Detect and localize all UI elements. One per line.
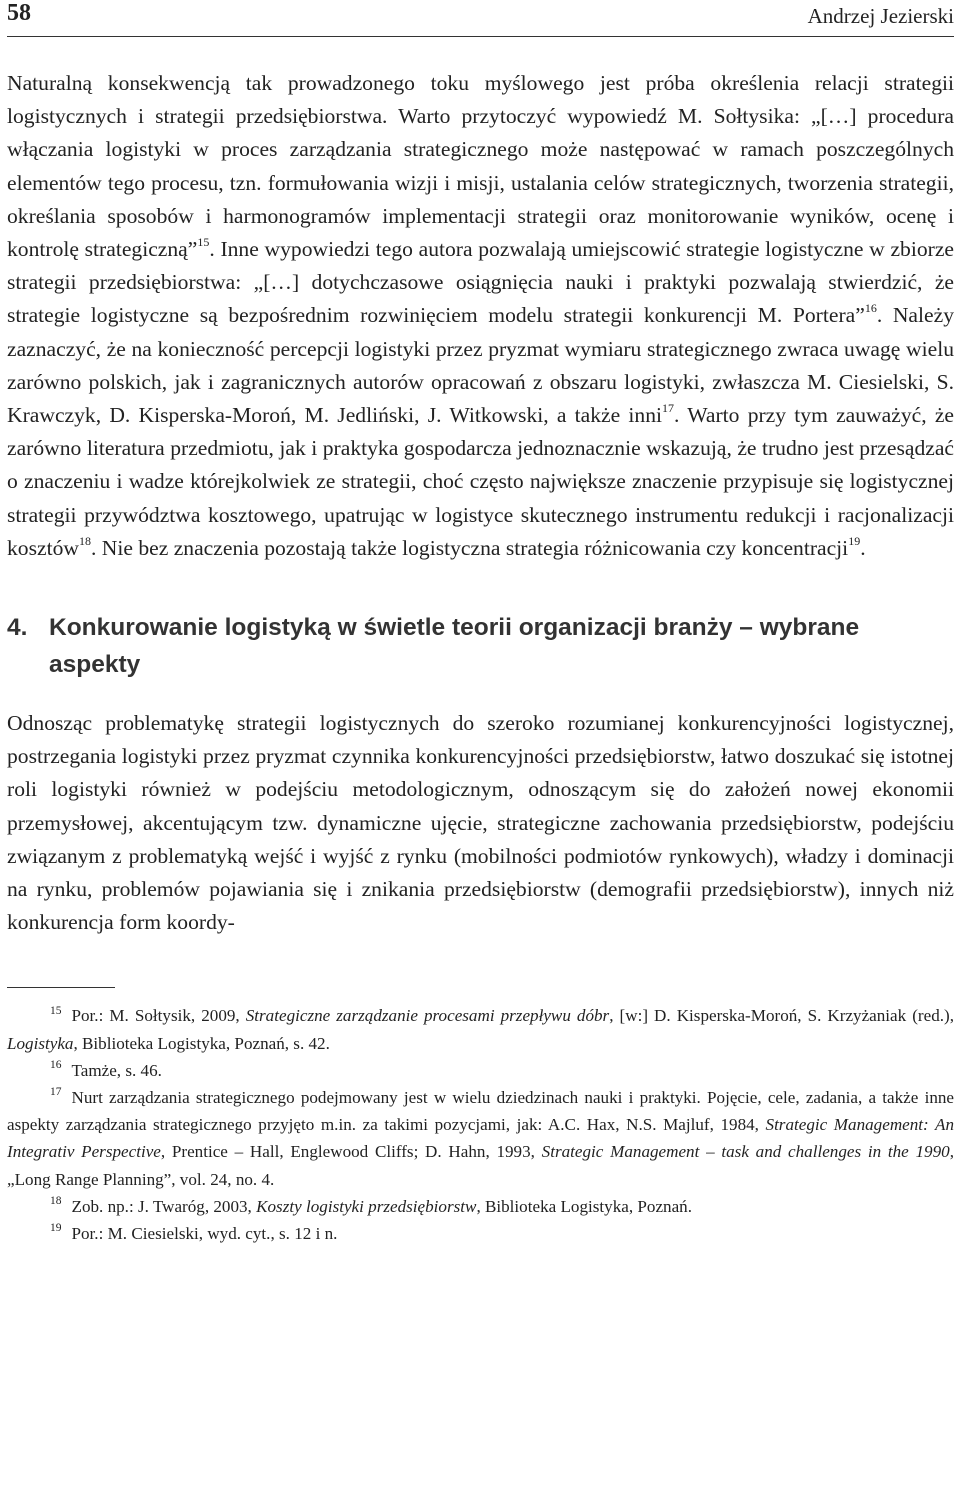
footnote-text: , Biblioteka Logistyka, Poznań. xyxy=(476,1196,692,1216)
footnote-16 xyxy=(7,1057,954,1084)
footnote-number: 17 xyxy=(50,1086,62,1099)
footnote-ref-19[interactable]: 19 xyxy=(848,533,861,548)
footnote-17 xyxy=(7,1084,954,1193)
footnote-title: Strategiczne zarządzanie procesami przepływu dóbr xyxy=(245,1006,610,1026)
footnotes xyxy=(7,1002,954,1247)
body-paragraph-2: Odnosząc problematykę strategii logistycznych do szeroko rozumianej konkurencyjności logistycznej, postrzegania logistyki przez pryzmat czynnika konkurencyjności przedsiębiorstw, łatwo doszukać się istotnej roli logistyki również w podejściu metodologicznym, odnoszącym się do założeń nowej ekonomii przemysłowej, akcentującym tzw. dynamiczne ujęcie, strategiczne zachowania przedsiębiorstw, podejściu związanym z problematyką wejść i wyjść z rynku (mobilności podmiotów rynkowych), władzy i dominacji na rynku, problemów pojawiania się i znikania przedsiębiorstw (demografii przedsiębiorstw), innych niż konkurencja form koordy- xyxy=(7,711,954,935)
footnote-separator xyxy=(7,987,115,988)
footnote-text: Nurt zarządzania strategicznego podejmowany jest w wielu dziedzinach nauki i praktyki. Pojęcie, cele, zadania, a także inne aspekty zarządzania strategicznego przyjęto m.in. za takimi pozycjami, jak: A.C. Hax, N.S. Majluf, 1984, xyxy=(7,1088,954,1135)
para1-text-1: Naturalną konsekwencją tak prowadzonego toku myślowego jest próba określenia relacji strategii logistycznych i strategii przedsiębiorstwa. Warto przytoczyć wypowiedź M. Sołtysika: „[…] procedura włączania logistyki w proces zarządzania strategicznego może następować w ramach poszczególnych elementów tego procesu, tzn. formułowania wizji i misji, ustalania celów strategicznych, tworzenia strategii, określania sposobów i harmonogramów implementacji strategii oraz monitorowanie wyników, ocenę i kontrolę strategiczną” xyxy=(7,71,954,262)
footnote-number: 18 xyxy=(50,1195,62,1208)
para1-text-3: . Należy zaznaczyć, że na konieczność percepcji logistyki przez pryzmat wymiaru strategicznego zwraca uwagę wielu zarówno polskich, jak i zagranicznych autorów opracowań z obszaru logistyki, zwłaszcza M. Ciesielski, S. Krawczyk, D. Kisperska-Moroń, M. Jedliński, J. Witkowski, a także inni xyxy=(7,303,954,428)
footnote-ref-16[interactable]: 16 xyxy=(864,301,877,316)
footnote-number: 19 xyxy=(50,1222,62,1235)
footnote-ref-15[interactable]: 15 xyxy=(197,234,210,249)
footnote-title: Logistyka xyxy=(7,1033,74,1053)
footnote-19 xyxy=(7,1220,954,1247)
footnote-number: 15 xyxy=(50,1004,62,1017)
section-heading xyxy=(7,609,954,683)
para1-text-6: . xyxy=(860,535,866,560)
footnote-ref-18[interactable]: 18 xyxy=(78,533,91,548)
body-paragraph-1 xyxy=(7,67,954,565)
footnote-text: Por.: M. Sołtysik, 2009, xyxy=(71,1006,246,1026)
footnote-number: 16 xyxy=(50,1059,62,1072)
footnote-text: Tamże, s. 46. xyxy=(71,1060,162,1080)
para1-text-4: . Warto przy tym zauważyć, że zarówno literatura przedmiotu, jak i praktyka gospodarcza jednoznacznie wskazują, że trudno jest przesądzać o znaczeniu i wadze którejkolwiek ze strategii, choć często największe znaczenie przypisuje się logistycznej strategii przywództwa kosztowego, upatrując w logistyce skutecznego instrumentu redukcji i racjonalizacji kosztów xyxy=(7,403,954,560)
para1-text-2: . Inne wypowiedzi tego autora pozwalają umiejscowić strategie logistyczne w zbiorze strategii przedsiębiorstwa: „[…] dotychczasowe osiągnięcia nauki i praktyki pozwalają stwierdzić, że strategie logistyczne są bezpośrednim rozwinięciem modelu strategii konkurencji M. Portera” xyxy=(7,237,954,328)
footnote-text: Por.: M. Ciesielski, wyd. cyt., s. 12 i n. xyxy=(71,1224,338,1244)
running-head-author: Andrzej Jezierski xyxy=(807,4,954,28)
section-number: 4. xyxy=(7,614,28,642)
footnote-text: , Biblioteka Logistyka, Poznań, s. 42. xyxy=(73,1033,330,1053)
page-header xyxy=(7,0,954,37)
page-number: 58 xyxy=(7,0,31,26)
footnote-ref-17[interactable]: 17 xyxy=(662,400,675,415)
footnote-18 xyxy=(7,1193,954,1220)
footnote-text: , [w:] D. Kisperska-Moroń, S. Krzyżaniak (red.), xyxy=(609,1006,954,1026)
footnote-text: , „Long Range Planning”, vol. 24, no. 4. xyxy=(7,1142,954,1189)
footnote-title: Koszty logistyki przedsiębiorstw xyxy=(256,1196,477,1216)
footnote-title: Strategic Management – task and challenges in the 1990 xyxy=(541,1142,950,1162)
footnote-text: , Prentice – Hall, Englewood Cliffs; D. Hahn, 1993, xyxy=(160,1142,542,1162)
para1-text-5: . Nie bez znaczenia pozostają także logistyczna strategia różnicowania czy koncentracji xyxy=(90,535,849,560)
section-title: Konkurowanie logistyką w świetle teorii organizacji branży – wybrane aspekty xyxy=(49,614,860,679)
footnote-title: Strategic Management: An Integrativ Perspective xyxy=(7,1115,954,1162)
footnote-text: Zob. np.: J. Twaróg, 2003, xyxy=(71,1196,257,1216)
footnote-15 xyxy=(7,1002,954,1056)
